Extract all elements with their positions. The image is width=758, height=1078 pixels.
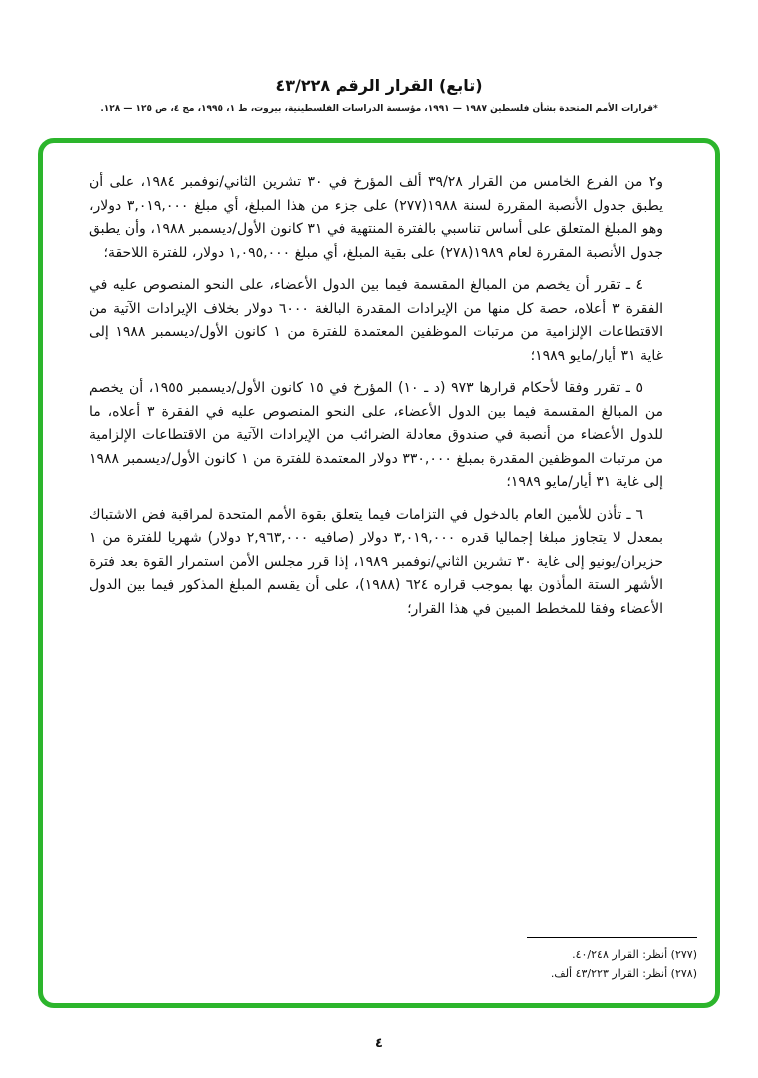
footnote-divider <box>527 937 697 938</box>
footnote-277: (٢٧٧) أنظر: القرار ٤٠/٢٤٨. <box>572 948 697 961</box>
page-number: ٤ <box>375 1036 383 1051</box>
resolution-body <box>89 171 663 630</box>
footnotes-block <box>89 937 697 983</box>
paragraph-clause-5: ٥ ـ تقرر وفقا لأحكام قرارها ٩٧٣ (د ـ ١٠) المؤرخ في ١٥ كانون الأول/ديسمبر ١٩٥٥، أن يخصم من المبالغ المقسمة فيما بين الدول الأعضاء، على النحو المنصوص عليه في الفقرة ٣ أعلاه، ما للدول الأعضاء من أنصبة في صندوق معادلة الضرائب من الإيرادات الآتية من الاقتطاعات الإلزامية من مرتبات الموظفين المقدرة بمبلغ ٣٣٠,٠٠٠ دولار المعتمدة للفترة من ١ كانون الأول/ديسمبر ١٩٨٨ إلى غاية ٣١ أيار/مايو ١٩٨٩؛ <box>89 380 663 490</box>
paragraph-clause-4: ٤ ـ تقرر أن يخصم من المبالغ المقسمة فيما بين الدول الأعضاء، على النحو المنصوص عليه في الفقرة ٣ أعلاه، حصة كل منها من الإيرادات المقدرة البالغة ٦٠٠٠ دولار بخلاف الإيرادات الآتية من الاقتطاعات الإلزامية من مرتبات الموظفين المعتمدة للفترة من ١ كانون الأول/ديسمبر ١٩٨٨ إلى غاية ٣١ أيار/مايو ١٩٨٩؛ <box>89 277 663 364</box>
document-source-line: *قرارات الأمم المتحدة بشأن فلسطين ١٩٨٧ — ١٩٩١، مؤسسة الدراسات الفلسطينية، بيروت، ط ١، ١٩٩٥، مج ٤، ص ١٢٥ — ١٢٨. <box>100 104 658 114</box>
paragraph-clause-6: ٦ ـ تأذن للأمين العام بالدخول في التزامات فيما يتعلق بقوة الأمم المتحدة لمراقبة فض الاشتباك بمعدل لا يتجاوز مبلغا إجماليا قدره ٣,٠١٩,٠٠٠ دولار (صافيه ٢,٩٦٣,٠٠٠ دولار) شهريا للفترة من ١ حزيران/يونيو إلى غاية ٣٠ تشرين الثاني/نوفمبر ١٩٨٩، إذا قرر مجلس الأمن استمرار القوة بعد فترة الأشهر الستة المأذون بها بموجب قراره ٦٢٤ (١٩٨٨)، على أن يقسم المبلغ المذكور فيما بين الدول الأعضاء وفقا للمخطط المبين في هذا القرار؛ <box>89 506 663 617</box>
footnote-278: (٢٧٨) أنظر: القرار ٤٣/٢٢٣ ألف. <box>550 967 697 980</box>
document-title: (تابع) القرار الرقم ٤٣/٢٢٨ <box>275 76 483 95</box>
paragraph-continuation: و٢ من الفرع الخامس من القرار ٣٩/٢٨ ألف المؤرخ في ٣٠ تشرين الثاني/نوفمبر ١٩٨٤، على أن يطبق جدول الأنصبة المقررة لسنة ١٩٨٨(٢٧٧) على جزء من هذا المبلغ، أي مبلغ ٣,٠١٩,٠٠٠ دولار، وهو المبلغ المتعلق على أساس تناسبي بالفترة المنتهية في ٣١ كانون الأول/ديسمبر ١٩٨٨، وأن يطبق جدول الأنصبة المقررة لعام ١٩٨٩(٢٧٨) على بقية المبلغ، أي مبلغ ١,٠٩٥,٠٠٠ دولار، للفترة اللاحقة؛ <box>89 174 664 261</box>
content-frame <box>38 138 720 1008</box>
